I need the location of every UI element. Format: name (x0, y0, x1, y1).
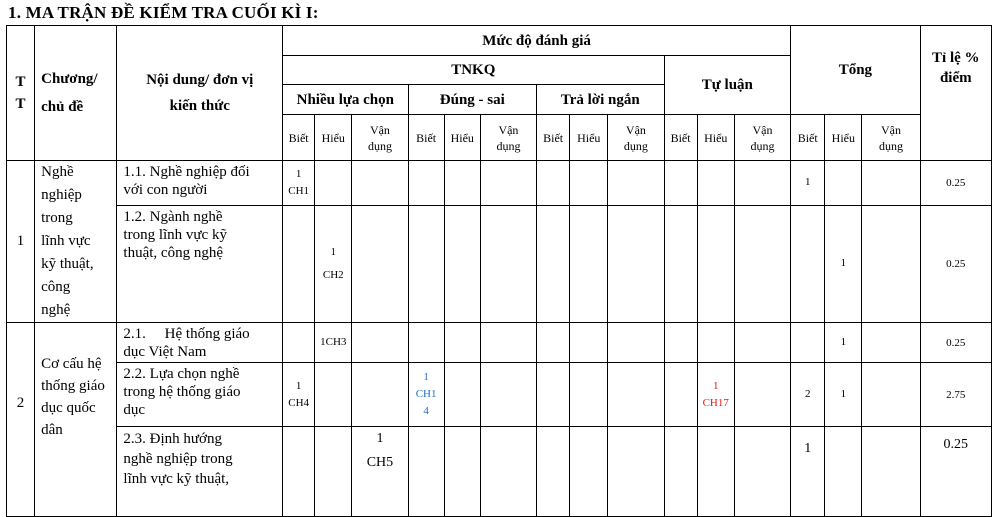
total-know-cell: 1 (791, 427, 825, 517)
multiple-choice-header: Nhiều lựa chọn (283, 85, 408, 115)
table-row (7, 205, 992, 322)
essay-understand-header: Hiểu (697, 115, 734, 161)
table-row (7, 323, 992, 363)
section-number: 2 (7, 323, 35, 517)
mc-understand-header: Hiểu (315, 115, 352, 161)
chapter-cell: Cơ cấu hệ thống giáo dục quốc dân (35, 323, 117, 517)
mc-know-cell: 1 CH1 (283, 161, 315, 206)
ratio-header: Tỉ lệ % điểm (920, 26, 991, 161)
total-understand-cell: 1 (825, 363, 862, 427)
ratio-cell: 0.25 (920, 323, 991, 363)
total-apply-header: Vận dụng (862, 115, 920, 161)
tnkq-header: TNKQ (283, 56, 664, 85)
exam-matrix-table (6, 25, 992, 517)
tf-apply-header: Vận dụng (480, 115, 536, 161)
mc-understand-cell: 1CH3 (315, 323, 352, 363)
tt-header: T T (7, 26, 35, 161)
content-cell: 2.1. Hệ thống giáo dục Việt Nam (117, 323, 283, 363)
content-cell: 2.3. Định hướng nghề nghiệp trong lĩnh vực kỹ thuật, (117, 427, 283, 517)
content-header: Nội dung/ đơn vị kiến thức (117, 26, 283, 161)
total-know-cell: 2 (791, 363, 825, 427)
section-number: 1 (7, 161, 35, 323)
mc-apply-cell: 1 CH5 (352, 427, 408, 517)
chapter-header: Chương/ chủ đề (35, 26, 117, 161)
mc-understand-cell: 1 CH2 (315, 205, 352, 322)
sa-know-header: Biết (537, 115, 570, 161)
total-know-cell: 1 (791, 161, 825, 206)
essay-know-header: Biết (664, 115, 697, 161)
total-understand-header: Hiểu (825, 115, 862, 161)
content-cell: 2.2. Lựa chọn nghề trong hệ thống giáo dục (117, 363, 283, 427)
mc-apply-header: Vận dụng (352, 115, 408, 161)
content-cell: 1.2. Ngành nghề trong lĩnh vực kỹ thuật, công nghệ (117, 205, 283, 322)
ratio-cell: 0.25 (920, 427, 991, 517)
ratio-cell: 2.75 (920, 363, 991, 427)
total-know-header: Biết (791, 115, 825, 161)
table-row (7, 427, 992, 517)
tf-understand-header: Hiểu (444, 115, 480, 161)
matrix-heading: 1. MA TRẬN ĐỀ KIỂM TRA CUỐI KÌ I: (8, 3, 319, 22)
tf-know-header: Biết (408, 115, 444, 161)
total-header: Tổng (791, 26, 920, 115)
chapter-cell: Nghề nghiệp trong lĩnh vực kỹ thuật, công nghệ (35, 161, 117, 323)
tf-know-cell: 1 CH1 4 (408, 363, 444, 427)
essay-understand-cell: 1 CH17 (697, 363, 734, 427)
sa-apply-header: Vận dụng (608, 115, 664, 161)
total-understand-cell: 1 (825, 323, 862, 363)
mc-know-header: Biết (283, 115, 315, 161)
table-row (7, 161, 992, 206)
true-false-header: Đúng - sai (408, 85, 537, 115)
ratio-cell: 0.25 (920, 205, 991, 322)
short-answer-header: Trả lời ngắn (537, 85, 664, 115)
mc-know-cell: 1 CH4 (283, 363, 315, 427)
total-understand-cell: 1 (825, 205, 862, 322)
assessment-level-header: Mức độ đánh giá (283, 26, 791, 56)
table-row (7, 363, 992, 427)
content-cell: 1.1. Nghề nghiệp đối với con người (117, 161, 283, 206)
essay-header: Tự luận (664, 56, 791, 115)
ratio-cell: 0.25 (920, 161, 991, 206)
sa-understand-header: Hiểu (570, 115, 608, 161)
essay-apply-header: Vận dụng (734, 115, 790, 161)
